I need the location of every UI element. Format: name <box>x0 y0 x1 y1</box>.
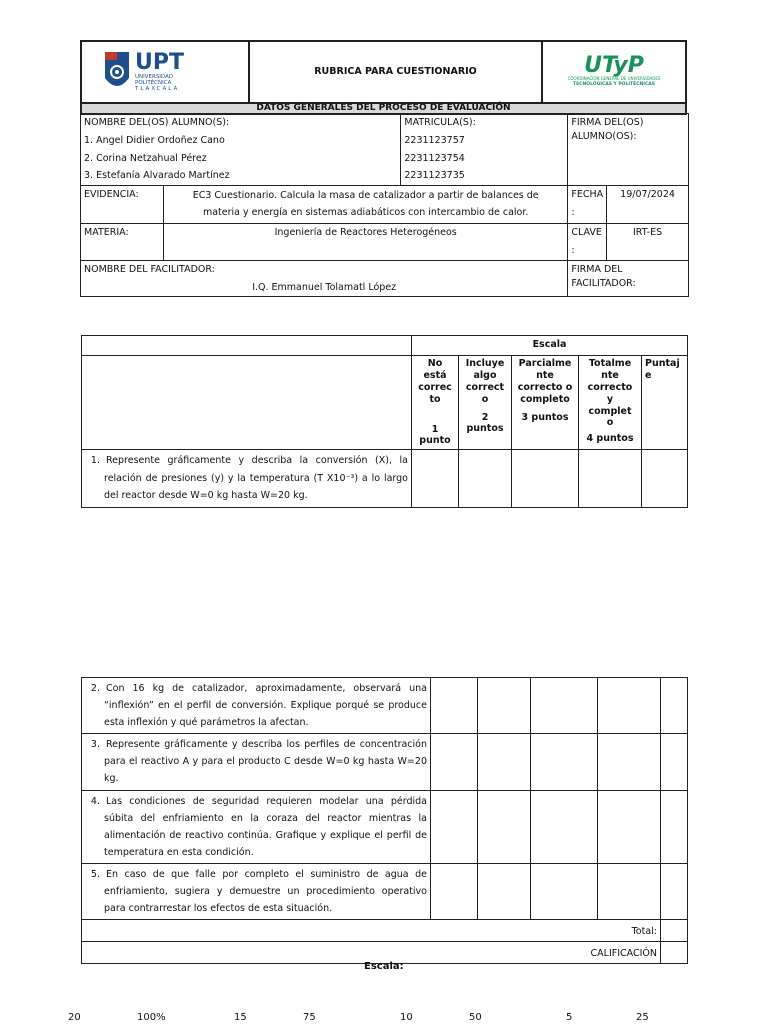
question-2 <box>82 678 431 734</box>
evidencia-label: EVIDENCIA: <box>81 186 164 224</box>
student-signature-cell <box>568 114 689 186</box>
score-cell[interactable] <box>412 450 459 508</box>
col-label: está <box>423 369 447 381</box>
fecha-value: 19/07/2024 <box>607 186 689 224</box>
score-cell[interactable] <box>431 790 478 863</box>
clave-label-cell <box>568 224 607 261</box>
student-name: 3. Estefanía Alvarado Martínez <box>84 170 230 182</box>
scale-value: 100% <box>137 1012 166 1023</box>
col-label: e <box>645 369 652 381</box>
calificacion-label: CALIFICACIÓN <box>82 942 661 964</box>
matricula-label: MATRICULA(S): <box>404 117 476 128</box>
score-cell[interactable] <box>598 734 661 790</box>
score-cell[interactable] <box>598 863 661 919</box>
col-label: y <box>606 393 614 405</box>
page-title: RUBRICA PARA CUESTIONARIO <box>249 41 542 103</box>
scale-value: 5 <box>566 1012 573 1023</box>
question-text: Con 16 kg de catalizador, aproximadamente, observará una “inflexión” en el perfil de conversión. Explique porqué se produce esta inflexión y qué parámetros la afectan. <box>104 683 427 729</box>
scale-header: Escala <box>412 336 688 356</box>
scale-value: 50 <box>469 1012 482 1023</box>
facilitador-cell <box>81 260 568 297</box>
scale-column-2 <box>459 356 512 450</box>
matricula-value: 2231123757 <box>404 134 465 146</box>
col-label: correct <box>465 381 505 393</box>
question-number: 3. <box>90 739 100 751</box>
score-cell[interactable] <box>478 790 531 863</box>
question-number: 1. <box>90 455 100 467</box>
puntaje-cell[interactable] <box>661 790 688 863</box>
students-label: NOMBRE DEL(OS) ALUMNO(S): <box>84 117 230 128</box>
upt-logo-main: UPT <box>135 49 184 75</box>
rubric-table-top <box>81 335 688 508</box>
puntaje-cell[interactable] <box>642 450 688 508</box>
evidencia-value: EC3 Cuestionario. Calcula la masa de catalizador a partir de balances de materia y energía en sistemas adiabáticos con intercambio de calor. <box>164 186 568 224</box>
score-cell[interactable] <box>431 734 478 790</box>
col-points: 4 puntos <box>586 433 634 445</box>
col-points: puntos <box>466 423 504 435</box>
student-signature-label: FIRMA DEL(OS) ALUMNO(OS): <box>571 117 644 142</box>
score-cell[interactable] <box>531 678 598 734</box>
students-cell <box>81 114 401 186</box>
scale-value: 25 <box>636 1012 649 1023</box>
upt-logo-line1: UNIVERSIDAD <box>135 73 174 80</box>
fecha-label-cell <box>568 186 607 224</box>
col-label: o <box>481 393 489 405</box>
utp-logo-line1: COORDINACIÓN GENERAL DE UNIVERSIDADES <box>567 75 661 81</box>
score-cell[interactable] <box>478 734 531 790</box>
col-label: completo <box>520 393 570 405</box>
materia-value: Ingeniería de Reactores Heterogéneos <box>164 224 568 261</box>
score-cell[interactable] <box>459 450 512 508</box>
score-cell[interactable] <box>598 790 661 863</box>
scale-value: 75 <box>303 1012 316 1023</box>
scale-value: 10 <box>400 1012 413 1023</box>
scale-column-1 <box>412 356 459 450</box>
score-cell[interactable] <box>431 863 478 919</box>
student-name: 2. Corina Netzahual Pérez <box>84 152 207 164</box>
col-label: correcto <box>587 381 633 393</box>
col-points: punto <box>419 435 451 447</box>
clave-value: IRT-ES <box>607 224 689 261</box>
facilitador-name: I.Q. Emmanuel Tolamatl López <box>252 281 397 293</box>
upt-logo-cell <box>81 41 249 103</box>
score-cell[interactable] <box>478 863 531 919</box>
question-4 <box>82 790 431 863</box>
utp-logo-line2: TECNOLÓGICAS Y POLITÉCNICAS <box>573 81 655 87</box>
col-points: 1 <box>431 423 439 435</box>
question-text: Represente gráficamente y describa los perfiles de concentración para el reactivo A y para el producto C desde W=0 kg hasta W=20 kg. <box>104 739 427 785</box>
puntaje-column <box>642 356 688 450</box>
col-label: correc <box>418 381 452 393</box>
col-label: Parcialme <box>518 358 572 369</box>
upt-logo-line3: TLAXCALA <box>135 86 180 93</box>
facilitador-label: NOMBRE DEL FACILITADOR: <box>84 263 215 275</box>
upt-logo-line2: POLITÉCNICA <box>135 79 172 86</box>
question-1 <box>82 450 412 508</box>
puntaje-cell[interactable] <box>661 863 688 919</box>
scale-value: 20 <box>68 1012 81 1023</box>
header-table <box>80 40 687 115</box>
materia-label: MATERIA: <box>81 224 164 261</box>
utp-logo-cell <box>542 41 686 103</box>
col-label: algo <box>473 369 497 381</box>
col-label: to <box>429 393 441 405</box>
col-label: nte <box>601 369 619 381</box>
utp-logo-main: UTyP <box>584 52 644 78</box>
student-name: 1. Angel Didier Ordoñez Cano <box>84 134 225 146</box>
col-label: Totalme <box>588 358 632 369</box>
clave-colon: : <box>571 245 575 257</box>
col-points: 3 puntos <box>521 411 569 423</box>
question-text: En caso de que falle por completo el suministro de agua de enfriamiento, sugiera y demuestre un procedimiento operativo para contrarrestar los efectos de esta situación. <box>104 868 427 915</box>
score-cell[interactable] <box>598 678 661 734</box>
total-label: Total: <box>82 920 661 942</box>
col-label: Incluye <box>465 358 505 369</box>
section-title: DATOS GENERALES DEL PROCESO DE EVALUACIÓN <box>81 103 686 114</box>
score-cell[interactable] <box>512 450 579 508</box>
upt-logo <box>85 50 245 94</box>
col-label: complet <box>588 405 632 417</box>
col-label: Puntaj <box>645 358 680 369</box>
question-number: 5. <box>90 868 100 880</box>
scale-title: Escala: <box>364 961 404 972</box>
score-cell[interactable] <box>531 790 598 863</box>
question-5 <box>82 863 431 919</box>
col-label: No <box>427 358 443 369</box>
rubric-empty-header <box>82 336 412 356</box>
question-number: 2. <box>90 683 100 694</box>
score-cell[interactable] <box>431 678 478 734</box>
fecha-colon: : <box>571 206 575 218</box>
matricula-cell <box>401 114 568 186</box>
score-cell[interactable] <box>531 734 598 790</box>
score-cell[interactable] <box>579 450 642 508</box>
puntaje-cell[interactable] <box>661 678 688 734</box>
fecha-label: FECHA <box>571 189 604 201</box>
scale-column-4 <box>579 356 642 450</box>
col-points: 2 <box>481 411 489 423</box>
matricula-value: 2231123754 <box>404 152 465 164</box>
matricula-value: 2231123735 <box>404 170 465 182</box>
rubric-table-bottom <box>81 677 688 964</box>
question-text: Represente gráficamente y describa la conversión (X), la relación de presiones (y) y la temperatura (T X10⁻³) a lo largo del reactor desde W=0 kg hasta W=20 kg. <box>104 455 408 502</box>
score-cell[interactable] <box>531 863 598 919</box>
rubric-empty-subheader <box>82 356 412 450</box>
facilitador-signature-cell <box>568 260 689 297</box>
scale-value: 15 <box>234 1012 247 1023</box>
question-3 <box>82 734 431 790</box>
puntaje-cell[interactable] <box>661 734 688 790</box>
score-cell[interactable] <box>478 678 531 734</box>
upt-shield-icon <box>103 50 131 94</box>
clave-label: CLAVE <box>571 227 602 239</box>
general-data-table <box>80 113 689 297</box>
facilitador-signature-label: FIRMA DEL FACILITADOR: <box>571 263 636 289</box>
question-text: Las condiciones de seguridad requieren modelar una pérdida súbita del enfriamiento en la coraza del reactor mientras la alimentación de reactivo continúa. Grafique y explique el perfil de temperatura en esta condición. <box>104 795 427 858</box>
total-value-cell[interactable] <box>661 920 688 942</box>
col-label: nte <box>536 369 554 381</box>
scale-column-3 <box>512 356 579 450</box>
col-label: correcto o <box>517 381 573 393</box>
utp-logo <box>567 52 661 87</box>
col-label: o <box>606 417 614 429</box>
calificacion-value-cell[interactable] <box>661 942 688 964</box>
question-number: 4. <box>90 795 100 807</box>
